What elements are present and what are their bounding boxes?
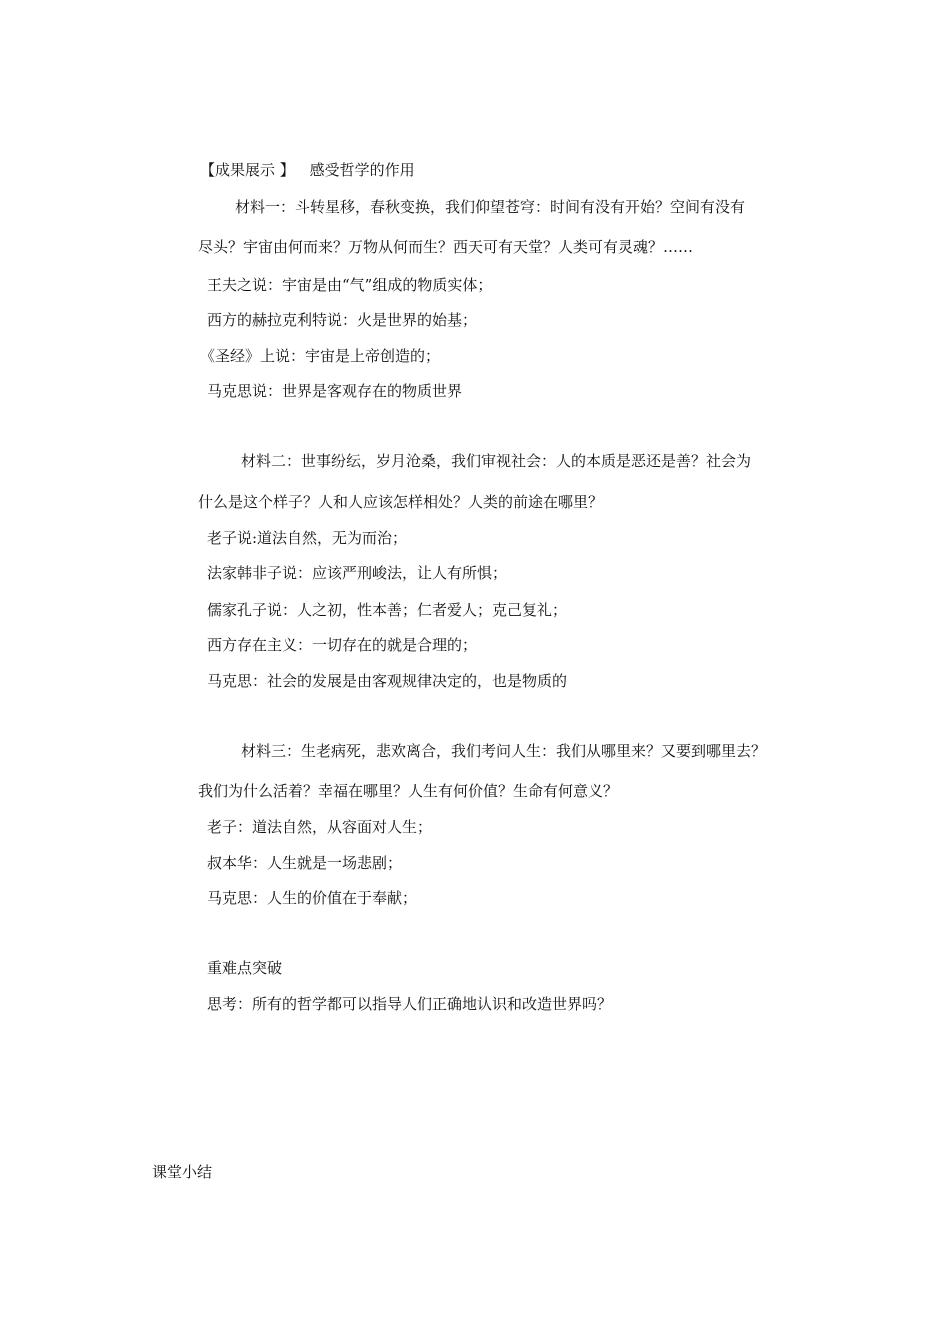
material-two-view: 老子说:道法自然，无为而治； [207,529,408,547]
material-one-view: 西方的赫拉克利特说：火是世界的始基； [207,311,478,329]
material-two-intro-line-1: 材料二：世事纷纭，岁月沧桑，我们审视社会：人的本质是恶还是善？社会为 [241,452,752,470]
material-two-view: 马克思：社会的发展是由客观规律决定的，也是物质的 [207,672,568,690]
material-three-view: 马克思：人生的价值在于奉献； [207,889,418,907]
material-one-intro-line-1: 材料一：斗转星移，春秋变换，我们仰望苍穹：时间有没有开始？空间有没有 [235,198,746,216]
material-two-view: 西方存在主义：一切存在的就是合理的； [207,636,478,654]
material-one-intro-line-2: 尽头？宇宙由何而来？万物从何而生？西天可有天堂？人类可有灵魂？…… [198,238,694,256]
section-bracket-title: 【成果展示 】 [200,161,295,179]
summary-heading: 课堂小结 [152,1163,213,1181]
material-three-view: 老子：道法自然，从容面对人生； [207,818,433,836]
key-points-heading: 重难点突破 [207,959,283,977]
material-two-intro-line-2: 什么是这个样子？人和人应该怎样相处？人类的前途在哪里？ [198,493,604,511]
section-topic: 感受哲学的作用 [309,161,415,179]
section-header [200,160,415,180]
material-three-view: 叔本华：人生就是一场悲剧； [207,854,403,872]
material-three-intro-line-1: 材料三：生老病死，悲欢离合，我们考问人生：我们从哪里来？又要到哪里去？ [241,742,767,760]
material-one-view: 马克思说：世界是客观存在的物质世界 [207,382,463,400]
material-one-view: 王夫之说：宇宙是由“气”组成的物质实体； [207,276,493,294]
material-two-view: 法家韩非子说：应该严刑峻法，让人有所惧； [207,564,508,582]
material-one-view: 《圣经》上说：宇宙是上帝创造的； [200,347,441,365]
material-three-intro-line-2: 我们为什么活着？幸福在哪里？人生有何价值？生命有何意义？ [198,782,619,800]
material-two-view: 儒家孔子说：人之初，性本善；仁者爱人；克己复礼； [207,601,568,619]
key-points-question: 思考：所有的哲学都可以指导人们正确地认识和改造世界吗？ [207,995,613,1013]
